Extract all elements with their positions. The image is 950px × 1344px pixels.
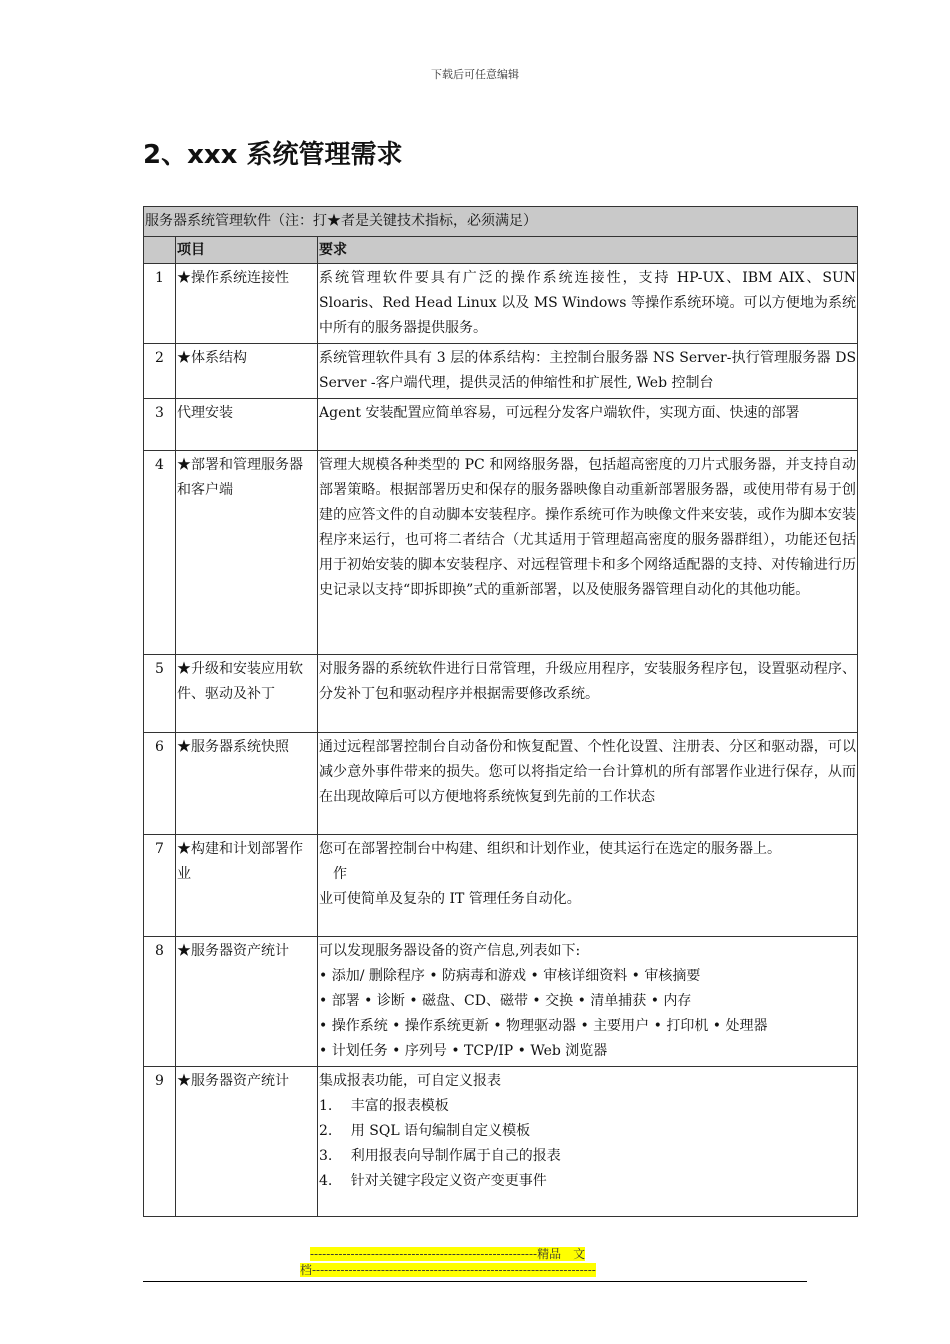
- row-requirement: [318, 344, 858, 399]
- requirement-line: 集成报表功能，可自定义报表: [319, 1073, 501, 1089]
- row-item: ★操作系统连接性: [176, 264, 318, 344]
- row-requirement: [318, 1067, 858, 1217]
- requirement-line: 对服务器的系统软件进行日常管理，升级应用程序，安装服务程序包，设置驱动程序、分发补丁包和驱动程序并根据需要修改系统。: [319, 661, 857, 702]
- row-item: ★升级和安装应用软件、驱动及补丁: [176, 655, 318, 733]
- header-requirement: 要求: [318, 237, 858, 264]
- page-title: 2、xxx 系统管理需求: [143, 140, 403, 170]
- requirement-line: 通过远程部署控制台自动备份和恢复配置、个性化设置、注册表、分区和驱动器，可以减少意外事件带来的损失。您可以将指定给一台计算机的所有部署作业进行保存，从而在出现故障后可以方便地将系统恢复到先前的工作状态: [319, 739, 857, 805]
- row-number: 9: [144, 1067, 176, 1217]
- row-number: 4: [144, 451, 176, 655]
- header-item: 项目: [176, 237, 318, 264]
- requirement-line: 可以发现服务器设备的资产信息,列表如下:: [319, 943, 581, 959]
- requirement-line: 作: [319, 866, 347, 882]
- row-item: ★服务器资产统计: [176, 1067, 318, 1217]
- requirement-line: 1. 丰富的报表模板: [319, 1098, 449, 1114]
- requirement-line: 4. 针对关键字段定义资产变更事件: [319, 1173, 547, 1189]
- row-number: 6: [144, 733, 176, 835]
- header-note: 下载后可任意编辑: [431, 68, 519, 81]
- requirement-line: 系统管理软件要具有广泛的操作系统连接性，支持 HP-UX、IBM AIX、SUN Sloaris、Red Head Linux 以及 MS Windows 等操作系统环境。可以方便地为系统中所有的服务器提供服务。: [319, 270, 857, 336]
- table-row: [144, 655, 858, 733]
- row-requirement: [318, 451, 858, 655]
- row-item: ★体系结构: [176, 344, 318, 399]
- requirements-table: [143, 206, 858, 1217]
- row-number: 8: [144, 937, 176, 1067]
- requirement-line: • 计划任务 • 序列号 • TCP/IP • Web 浏览器: [319, 1043, 608, 1059]
- row-item: ★服务器系统快照: [176, 733, 318, 835]
- footer-rule: [143, 1281, 807, 1282]
- row-requirement: [318, 399, 858, 451]
- row-requirement: [318, 733, 858, 835]
- row-item: ★部署和管理服务器和客户端: [176, 451, 318, 655]
- row-number: 1: [144, 264, 176, 344]
- footer: [300, 1246, 650, 1278]
- requirement-line: 2. 用 SQL 语句编制自定义模板: [319, 1123, 531, 1139]
- row-number: 7: [144, 835, 176, 937]
- table-row: [144, 937, 858, 1067]
- requirement-line: • 部署 • 诊断 • 磁盘、CD、磁带 • 交换 • 清单捕获 • 内存: [319, 993, 692, 1009]
- row-requirement: [318, 937, 858, 1067]
- row-item: ★服务器资产统计: [176, 937, 318, 1067]
- table-row: [144, 399, 858, 451]
- table-caption: 服务器系统管理软件（注：打★者是关键技术指标，必须满足）: [144, 207, 858, 237]
- row-requirement: [318, 835, 858, 937]
- requirement-line: • 添加/ 删除程序 • 防病毒和游戏 • 审核详细资料 • 审核摘要: [319, 968, 701, 984]
- header-index-cell: [144, 237, 176, 264]
- table-row: [144, 451, 858, 655]
- table-row: [144, 1067, 858, 1217]
- requirement-line: 系统管理软件具有 3 层的体系结构：主控制台服务器 NS Server-执行管理服务器 DS Server -客户端代理，提供灵活的伸缩性和扩展性, Web 控制台: [319, 350, 857, 391]
- row-number: 5: [144, 655, 176, 733]
- requirement-line: 3. 利用报表向导制作属于自己的报表: [319, 1148, 561, 1164]
- requirement-line: 业可使简单及复杂的 IT 管理任务自动化。: [319, 891, 581, 907]
- requirement-line: Agent 安装配置应简单容易，可远程分发客户端软件，实现方面、快速的部署: [319, 405, 800, 421]
- table-row: [144, 264, 858, 344]
- footer-line-2: 档----------------------------------------------------------------------: [300, 1263, 596, 1277]
- footer-line-1: --------------------------------------------------------精品 文: [310, 1247, 586, 1261]
- row-item: 代理安装: [176, 399, 318, 451]
- requirement-line: 您可在部署控制台中构建、组织和计划作业，使其运行在选定的服务器上。: [319, 841, 781, 857]
- requirement-line: • 操作系统 • 操作系统更新 • 物理驱动器 • 主要用户 • 打印机 • 处理器: [319, 1018, 768, 1034]
- row-item: ★构建和计划部署作业: [176, 835, 318, 937]
- table-row: [144, 733, 858, 835]
- table-header-row: [144, 237, 858, 264]
- table-row: [144, 344, 858, 399]
- requirement-line: 管理大规模各种类型的 PC 和网络服务器，包括超高密度的刀片式服务器，并支持自动部署策略。根据部署历史和保存的服务器映像自动重新部署服务器，或使用带有易于创建的应答文件的自动脚本安装程序。操作系统可作为映像文件来安装，或作为脚本安装程序来运行，也可将二者结合（尤其适用于管理超高密度的服务器群组），功能还包括用于初始安装的脚本安装程序、对远程管理卡和多个网络适配器的支持、对传输进行历史记录以支持“即拆即换”式的重新部署，以及使服务器管理自动化的其他功能。: [319, 457, 857, 598]
- row-requirement: [318, 655, 858, 733]
- row-number: 3: [144, 399, 176, 451]
- row-requirement: [318, 264, 858, 344]
- table-caption-row: [144, 207, 858, 237]
- row-number: 2: [144, 344, 176, 399]
- table-row: [144, 835, 858, 937]
